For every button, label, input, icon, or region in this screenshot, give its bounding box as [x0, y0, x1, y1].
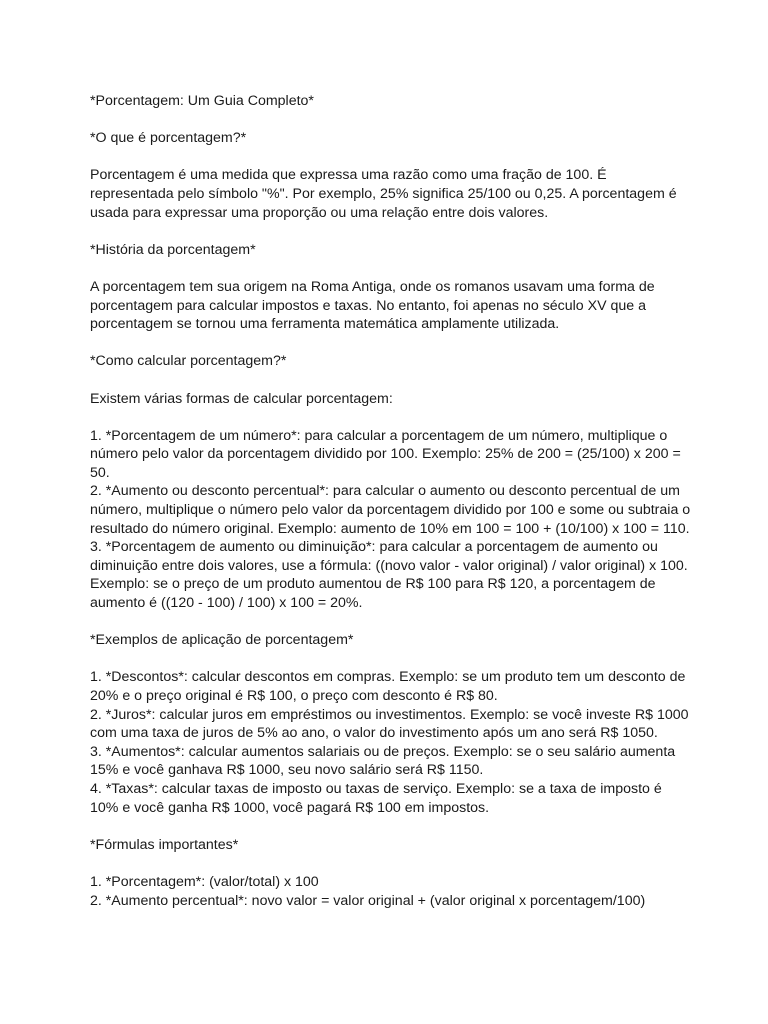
heading-line: *História da porcentagem*: [90, 241, 256, 258]
calculation-methods-list: [90, 427, 690, 613]
paragraph-line: porcentagem para calcular impostos e taxas. No entanto, foi apenas no século XV que a: [90, 297, 647, 314]
list-line: diminuição entre dois valores, use a fórmula: ((novo valor - valor original) / valor original) x 100.: [90, 557, 688, 574]
title-line: *Porcentagem: Um Guia Completo*: [90, 93, 314, 109]
paragraph-line: Porcentagem é uma medida que expressa uma razão como uma fração de 100. É: [90, 167, 607, 184]
heading-line: *Fórmulas importantes*: [90, 836, 239, 853]
list-line: 50.: [90, 464, 110, 481]
list-line: resultado do número original. Exemplo: aumento de 10% em 100 = 100 + (10/100) x 100 = 110.: [90, 520, 690, 537]
document-page: [90, 92, 690, 929]
heading-line: *Como calcular porcentagem?*: [90, 353, 287, 370]
list-line: 20% e o preço original é R$ 100, o preço com desconto é R$ 80.: [90, 688, 498, 704]
heading-line: *Exemplos de aplicação de porcentagem*: [90, 632, 354, 649]
section-intro-how-to-calculate: [90, 390, 690, 409]
list-line: número pelo valor da porcentagem dividido por 100. Exemplo: 25% de 200 = (25/100) x 200 =: [90, 446, 681, 463]
section-heading-how-to-calculate: [90, 352, 690, 371]
section-heading-examples: [90, 631, 690, 650]
heading-line: *O que é porcentagem?*: [90, 130, 247, 147]
list-line: número, multiplique o número pelo valor da porcentagem dividido por 100 e some ou subtraia o: [90, 502, 691, 519]
section-paragraph-what-is: [90, 166, 690, 222]
list-line: Exemplo: se o preço de um produto aumentou de R$ 100 para R$ 120, a porcentagem de: [90, 576, 656, 593]
list-line: 3. *Aumentos*: calcular aumentos salariais ou de preços. Exemplo: se o seu salário aumenta: [90, 743, 676, 760]
list-line: 15% e você ganhava R$ 1000, seu novo salário será R$ 1150.: [90, 762, 484, 779]
formulas-list: [90, 873, 690, 910]
paragraph-line: A porcentagem tem sua origem na Roma Antiga, onde os romanos usavam uma forma de: [90, 278, 655, 295]
paragraph-line: representada pelo símbolo "%". Por exemplo, 25% significa 25/100 ou 0,25. A porcentagem é: [90, 185, 677, 202]
list-line: 2. *Juros*: calcular juros em empréstimos ou investimentos. Exemplo: se você investe R$ 1000: [90, 706, 689, 723]
section-heading-history: [90, 241, 690, 260]
intro-line: Existem várias formas de calcular porcentagem:: [90, 390, 393, 407]
list-line: 1. *Porcentagem*: (valor/total) x 100: [90, 873, 319, 890]
section-paragraph-history: [90, 278, 690, 334]
examples-list: [90, 668, 690, 817]
paragraph-line: usada para expressar uma proporção ou uma relação entre dois valores.: [90, 204, 549, 221]
list-line: 2. *Aumento ou desconto percentual*: para calcular o aumento ou desconto percentual de um: [90, 483, 680, 500]
document-title: [90, 92, 690, 111]
section-heading-what-is: [90, 129, 690, 148]
list-line: 3. *Porcentagem de aumento ou diminuição*: para calcular a porcentagem de aumento ou: [90, 539, 658, 556]
list-line: 1. *Descontos*: calcular descontos em compras. Exemplo: se um produto tem um desconto de: [90, 669, 686, 686]
list-line: 4. *Taxas*: calcular taxas de imposto ou taxas de serviço. Exemplo: se a taxa de imposto é: [90, 780, 662, 797]
list-line: aumento é ((120 - 100) / 100) x 100 = 20%.: [90, 595, 363, 612]
section-heading-formulas: [90, 836, 690, 855]
list-line: 1. *Porcentagem de um número*: para calcular a porcentagem de um número, multiplique o: [90, 427, 668, 444]
list-line: 2. *Aumento percentual*: novo valor = valor original + (valor original x porcentagem/100): [90, 892, 646, 909]
list-line: 10% e você ganha R$ 1000, você pagará R$ 100 em impostos.: [90, 799, 490, 816]
list-line: com uma taxa de juros de 5% ao ano, o valor do investimento após um ano será R$ 1050.: [90, 725, 658, 742]
paragraph-line: porcentagem se tornou uma ferramenta matemática amplamente utilizada.: [90, 316, 560, 333]
